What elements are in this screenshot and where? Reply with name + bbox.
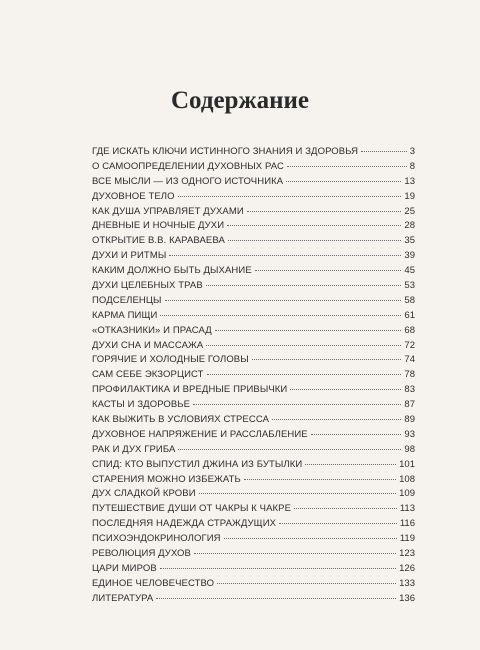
toc-entry [92, 234, 415, 249]
toc-entry [92, 517, 415, 532]
toc-entry-page-number: 119 [399, 533, 415, 545]
toc-entry-title: ДУХИ И РИТМЫ [92, 250, 167, 262]
toc-entry-title: ОТКРЫТИЕ В.В. КАРАВАЕВА [92, 235, 225, 247]
toc-entry [92, 145, 415, 160]
toc-entry-page-number: 8 [409, 160, 415, 172]
dot-leader [305, 464, 396, 465]
toc-entry-page-number: 72 [404, 339, 415, 351]
dot-leader [193, 404, 401, 405]
toc-entry [92, 294, 415, 309]
toc-entry-title: ПСИХОЭНДОКРИНОЛОГИЯ [92, 533, 221, 545]
toc-entry-title: РЕВОЛЮЦИЯ ДУХОВ [92, 548, 191, 560]
toc-entry-title: О САМООПРЕДЕЛЕНИИ ДУХОВНЫХ РАС [92, 160, 284, 172]
toc-entry-title: СТАРЕНИЯ МОЖНО ИЗБЕЖАТЬ [92, 473, 241, 485]
toc-entry [92, 577, 415, 592]
toc-entry-title: ВСЕ МЫСЛИ — ИЗ ОДНОГО ИСТОЧНИКА [92, 175, 284, 187]
toc-entry-page-number: 109 [399, 488, 415, 500]
toc-entry [92, 160, 415, 175]
toc-entry [92, 502, 415, 517]
dot-leader [228, 240, 401, 241]
toc-entry [92, 592, 415, 607]
dot-leader [361, 151, 407, 152]
toc-entry-page-number: 87 [404, 399, 415, 411]
toc-entry-page-number: 61 [404, 309, 415, 321]
toc-entry [92, 249, 415, 264]
toc-entry-title: ДУХОВНОЕ НАПРЯЖЕНИЕ И РАССЛАБЛЕНИЕ [92, 428, 308, 440]
toc-entry-page-number: 78 [404, 369, 415, 381]
toc-entry-title: ДУХ СЛАДКОЙ КРОВИ [92, 488, 196, 500]
dot-leader [160, 568, 396, 569]
toc-entry-page-number: 39 [404, 250, 415, 262]
dot-leader [290, 389, 401, 390]
toc-entry-page-number: 53 [404, 280, 415, 292]
dot-leader [178, 449, 401, 450]
dot-leader [194, 553, 396, 554]
toc-entry [92, 428, 415, 443]
toc-entry-page-number: 13 [404, 175, 415, 187]
toc-entry-title: ПОДСЕЛЕНЦЫ [92, 294, 162, 306]
toc-entry-page-number: 98 [404, 443, 415, 455]
toc-entry [92, 458, 415, 473]
toc-entry-title: РАК И ДУХ ГРИБА [92, 443, 176, 455]
toc-entry-page-number: 58 [404, 294, 415, 306]
toc-entry-title: ДНЕВНЫЕ И НОЧНЫЕ ДУХИ [92, 220, 225, 232]
toc-entry-page-number: 136 [399, 592, 415, 604]
toc-entry-page-number: 116 [399, 518, 415, 530]
toc-entry-title: ГДЕ ИСКАТЬ КЛЮЧИ ИСТИННОГО ЗНАНИЯ И ЗДОРОВЬЯ [92, 146, 359, 157]
dot-leader [169, 255, 401, 256]
toc-entry-title: КАК ДУША УПРАВЛЯЕТ ДУХАМИ [92, 205, 244, 217]
dot-leader [252, 359, 402, 360]
toc-entry-page-number: 74 [404, 354, 415, 366]
toc-entry-title: КАКИМ ДОЛЖНО БЫТЬ ДЫХАНИЕ [92, 265, 252, 277]
dot-leader [255, 270, 402, 271]
toc-entry-title: КАСТЫ И ЗДОРОВЬЕ [92, 399, 191, 411]
toc-entry-page-number: 108 [399, 473, 415, 485]
dot-leader [311, 434, 402, 435]
dot-leader [217, 583, 396, 584]
toc-entry [92, 368, 415, 383]
toc-entry-title: ДУХИ ЦЕЛЕБНЫХ ТРАВ [92, 280, 203, 292]
toc-entry-page-number: 68 [404, 324, 415, 336]
dot-leader [160, 315, 401, 316]
dot-leader [224, 538, 397, 539]
toc-entry [92, 473, 415, 488]
toc-entry [92, 443, 415, 458]
dot-leader [244, 479, 396, 480]
toc-entry-title: САМ СЕБЕ ЭКЗОРЦИСТ [92, 369, 204, 381]
toc-entry-page-number: 113 [399, 503, 415, 515]
toc-entry [92, 190, 415, 205]
toc-entry [92, 339, 415, 354]
toc-entry-page-number: 45 [404, 265, 415, 277]
dot-leader [206, 345, 401, 346]
toc-entry-page-number: 93 [404, 428, 415, 440]
toc-entry-title: КАРМА ПИЩИ [92, 309, 158, 321]
toc-entry [92, 562, 415, 577]
toc-entry [92, 353, 415, 368]
toc-entry-page-number: 28 [404, 220, 415, 232]
table-of-contents [92, 145, 415, 607]
toc-entry [92, 487, 415, 502]
dot-leader [286, 181, 401, 182]
dot-leader [178, 196, 402, 197]
toc-entry-page-number: 89 [404, 414, 415, 426]
toc-entry [92, 398, 415, 413]
toc-entry [92, 219, 415, 234]
toc-entry [92, 383, 415, 398]
dot-leader [279, 523, 397, 524]
toc-entry-title: ЛИТЕРАТУРА [92, 592, 154, 604]
toc-entry [92, 413, 415, 428]
toc-entry-title: ЕДИНОЕ ЧЕЛОВЕЧЕСТВО [92, 577, 215, 589]
toc-entry [92, 309, 415, 324]
toc-entry-title: СПИД: КТО ВЫПУСТИЛ ДЖИНА ИЗ БУТЫЛКИ [92, 458, 303, 470]
dot-leader [294, 508, 397, 509]
toc-entry [92, 264, 415, 279]
toc-entry-title: ДУХОВНОЕ ТЕЛО [92, 190, 175, 202]
toc-entry-title: ДУХИ СНА И МАССАЖА [92, 339, 204, 351]
toc-entry-title: КАК ВЫЖИТЬ В УСЛОВИЯХ СТРЕССА [92, 414, 270, 426]
dot-leader [287, 166, 407, 167]
toc-entry-page-number: 35 [404, 235, 415, 247]
dot-leader [206, 285, 402, 286]
dot-leader [215, 330, 402, 331]
dot-leader [156, 598, 396, 599]
dot-leader [207, 374, 402, 375]
toc-entry-page-number: 83 [404, 384, 415, 396]
toc-entry [92, 205, 415, 220]
toc-entry [92, 279, 415, 294]
toc-entry-title: «ОТКАЗНИКИ» И ПРАСАД [92, 324, 212, 336]
toc-entry-title: ГОРЯЧИЕ И ХОЛОДНЫЕ ГОЛОВЫ [92, 354, 249, 366]
page-title: Содержание [170, 86, 309, 114]
toc-entry [92, 547, 415, 562]
toc-entry-page-number: 19 [404, 190, 415, 202]
toc-entry-title: ПРОФИЛАКТИКА И ВРЕДНЫЕ ПРИВЫЧКИ [92, 384, 288, 396]
toc-entry-page-number: 3 [409, 146, 415, 157]
toc-entry-page-number: 101 [399, 458, 415, 470]
dot-leader [165, 300, 402, 301]
toc-entry-page-number: 123 [399, 548, 415, 560]
dot-leader [272, 419, 401, 420]
toc-entry [92, 532, 415, 547]
dot-leader [227, 225, 401, 226]
toc-entry-title: ПОСЛЕДНЯЯ НАДЕЖДА СТРАЖДУЩИХ [92, 518, 277, 530]
toc-entry-page-number: 126 [399, 562, 415, 574]
dot-leader [199, 493, 397, 494]
toc-entry [92, 175, 415, 190]
toc-entry-title: ЦАРИ МИРОВ [92, 562, 157, 574]
toc-entry-page-number: 25 [404, 205, 415, 217]
toc-entry-page-number: 133 [399, 577, 415, 589]
toc-entry-title: ПУТЕШЕСТВИЕ ДУШИ ОТ ЧАКРЫ К ЧАКРЕ [92, 503, 292, 515]
toc-entry [92, 324, 415, 339]
dot-leader [247, 211, 402, 212]
